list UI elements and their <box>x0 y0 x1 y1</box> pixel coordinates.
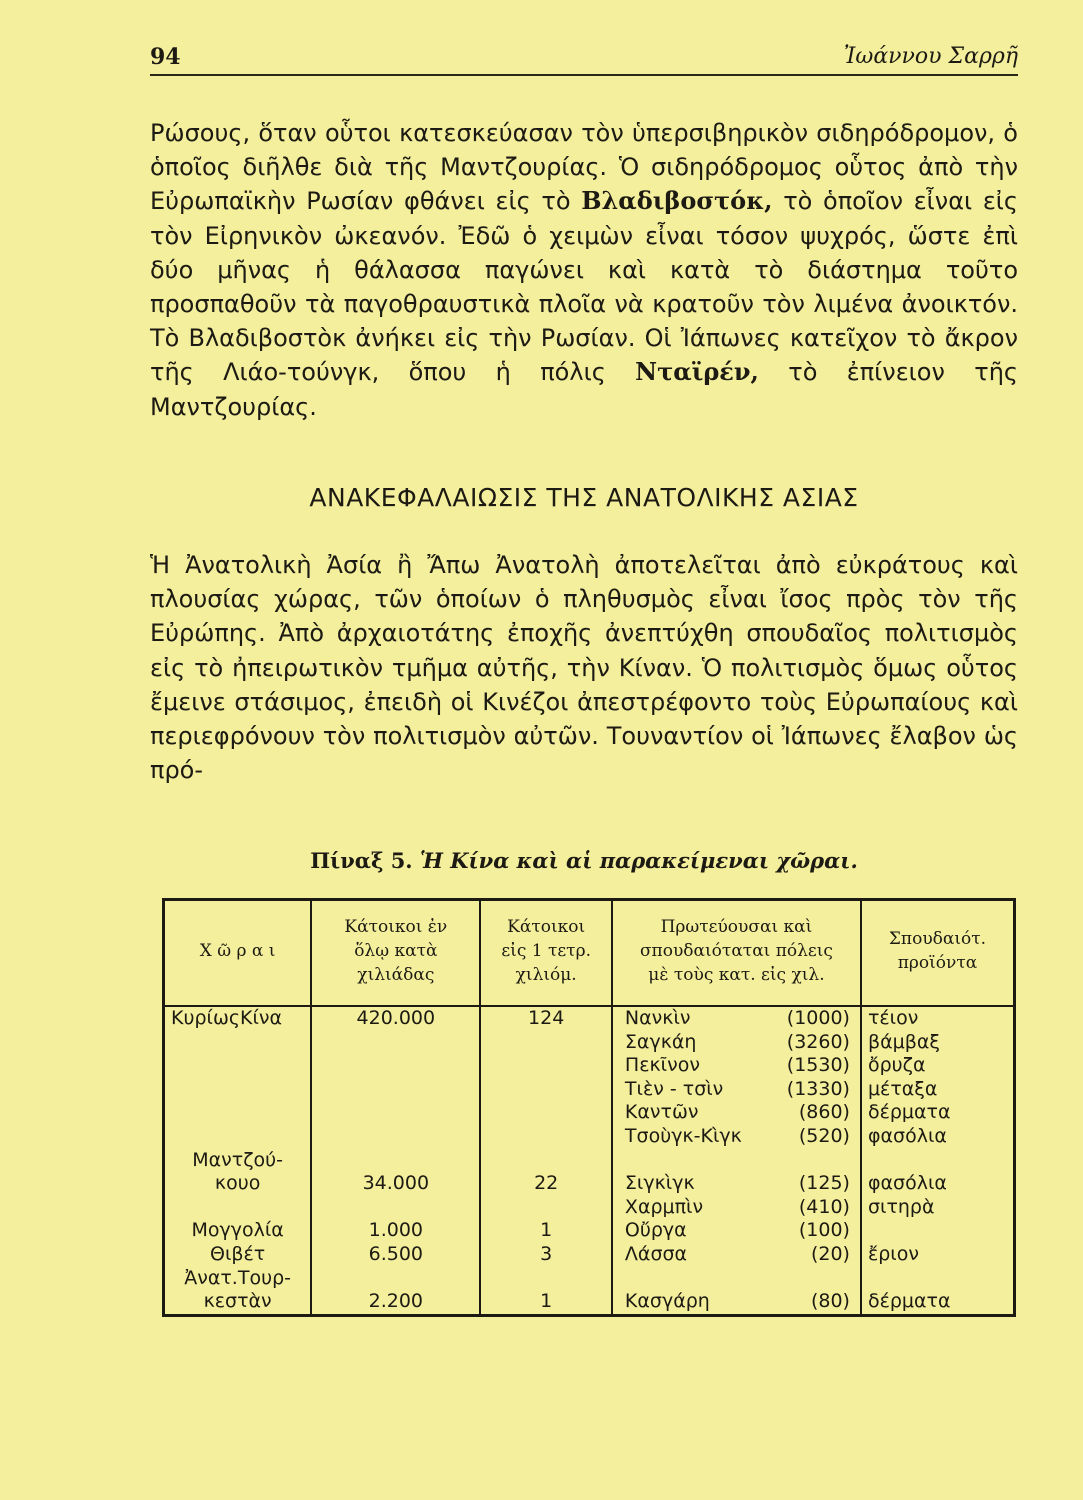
table-row <box>164 1101 1015 1125</box>
city-cell: Κασγάρη (80) <box>612 1267 861 1316</box>
product-cell: ἔριον <box>861 1243 1015 1267</box>
product-cell: μέταξα <box>861 1078 1015 1102</box>
country-cell: Μογγολία <box>191 1219 284 1242</box>
city-cell: Τσοὺγκ-Κὶγκ (520) <box>612 1125 861 1149</box>
paragraph-2: Ἡ Ἀνατολικὴ Ἀσία ἢ Ἄπω Ἀνατολὴ ἀποτελεῖται ἀπὸ εὐκράτους καὶ πλουσίας χώρας, τῶν ὁποίων ὁ πληθυσμὸς εἶναι ἴσος πρὸς τὸν τῆς Εὐρώπης. Ἀπὸ ἀρχαιοτάτης ἐποχῆς ἀνεπτύχθη σπουδαῖος πολιτισμὸς εἰς τὸ ἠπειρωτικὸν τμῆμα αὐτῆς, τὴν Κίναν. Ὁ πολιτισμὸς ὅμως οὗτος ἔμεινε στάσιμος, ἐπειδὴ οἱ Κινέζοι ἀπεστρέφοντο τοὺς Εὐρωπαίους καὶ περιεφρόνουν τὸν πολιτισμὸν αὐτῶν. Τουναντίον οἱ Ἰάπωνες ἔλαβον ὡς πρό- <box>150 551 1018 785</box>
header-population: Κάτοικοι ἐν ὅλῳ κατὰ χιλιάδας <box>311 900 480 1007</box>
header-countries: Χ ῶ ρ α ι <box>164 900 312 1007</box>
header-cities: Πρωτεύουσαι καὶ σπουδαιόταται πόλεις μὲ τοὺς κατ. εἰς χιλ. <box>612 900 861 1007</box>
product-cell: δέρματα <box>861 1101 1015 1125</box>
city-cell: Λάσσα (20) <box>612 1243 861 1267</box>
city-cell: Νανκὶν (1000) <box>612 1006 861 1031</box>
population-cell: 34.000 <box>311 1149 480 1196</box>
density-cell: 124 <box>480 1006 612 1031</box>
table-row <box>164 1243 1015 1267</box>
city-cell: Πεκῖνον (1530) <box>612 1054 861 1078</box>
header-products: Σπουδαιότ. προϊόντα <box>861 900 1015 1007</box>
paragraph-1 <box>150 116 1018 424</box>
product-cell: βάμβαξ <box>861 1031 1015 1055</box>
product-cell: δέρματα <box>861 1267 1015 1316</box>
population-cell: 420.000 <box>311 1006 480 1031</box>
population-cell: 6.500 <box>311 1243 480 1267</box>
population-cell: 1.000 <box>311 1219 480 1243</box>
city-cell: Οὔργα (100) <box>612 1219 861 1243</box>
table-caption-label: Πίναξ 5. <box>310 848 420 873</box>
product-cell: φασόλια <box>861 1149 1015 1196</box>
bold-term-vladivostok: Βλαδιβοστόκ, <box>581 186 773 216</box>
header-density: Κάτοικοι εἰς 1 τετρ. χιλιόμ. <box>480 900 612 1007</box>
bold-term-dairen: Νταϊρέν, <box>635 357 759 387</box>
city-cell: Σιγκὶγκ (125) <box>612 1149 861 1196</box>
city-cell: Χαρμπὶν (410) <box>612 1196 861 1220</box>
table-row <box>164 1149 1015 1196</box>
paragraph-1-text-c: τὸ ἐπίνειον τῆς Μαντζουρίας. <box>150 358 1019 421</box>
table-caption <box>150 848 1018 873</box>
density-cell: 1 <box>480 1219 612 1243</box>
page-number: 94 <box>150 44 181 70</box>
table-row <box>164 1267 1015 1316</box>
city-cell: Τιὲν - τσὶν (1330) <box>612 1078 861 1102</box>
paragraph-1-text-a: Ρώσους, ὅταν οὗτοι κατεσκεύασαν τὸν ὑπερσιβηρικὸν σιδηρόδρομον, ὁ ὁποῖος διῆλθε διὰ τῆς Μαντζουρίας. Ὁ σιδηρόδρομος οὗτος ἀπὸ τὴν Εὐρωπαϊκὴν Ρωσίαν φθάνει εἰς τὸ <box>150 119 1018 216</box>
countries-table <box>162 898 1016 1317</box>
country-cell: Μαντζού- κουο <box>192 1148 284 1195</box>
table-row <box>164 1031 1015 1055</box>
table-row <box>164 1125 1015 1149</box>
table-row <box>164 1196 1015 1220</box>
density-cell: 22 <box>480 1149 612 1196</box>
paragraph-1-text-b: τὸ ὁποῖον εἶναι εἰς τὸν Εἰρηνικὸν ὠκεανόν. Ἐδῶ ὁ χειμὼν εἶναι τόσον ψυχρός, ὥστε ἐπὶ δύο μῆνας ἡ θάλασσα παγώνει καὶ κατὰ τὸ διάστημα τοῦτο προσπαθοῦν τὰ παγοθραυστικὰ πλοῖα νὰ κρατοῦν τὸν λιμένα ἀνοικτόν. Τὸ Βλαδιβοστὸκ ἀνήκει εἰς τὴν Ρωσίαν. Οἱ Ἰάπωνες κατεῖχον τὸ ἄκρον τῆς Λιάο-τούνγκ, ὅπου ἡ πόλις <box>150 187 1019 387</box>
table-caption-title: Ἡ Κίνα καὶ αἱ παρακείμεναι χῶραι. <box>419 848 858 873</box>
table-row <box>164 1054 1015 1078</box>
page-header <box>150 40 1018 76</box>
section-title: ΑΝΑΚΕΦΑΛΑΙΩΣΙΣ ΤΗΣ ΑΝΑΤΟΛΙΚΗΣ ΑΣΙΑΣ <box>309 483 859 512</box>
table-header-row <box>164 900 1015 1007</box>
product-cell <box>861 1219 1015 1243</box>
density-cell: 3 <box>480 1243 612 1267</box>
product-cell: τέιον <box>861 1006 1015 1031</box>
product-cell: φασόλια <box>861 1125 1015 1149</box>
population-cell: 2.200 <box>311 1267 480 1316</box>
country-cell: Θιβέτ <box>210 1242 266 1265</box>
city-cell: Σαγκάη (3260) <box>612 1031 861 1055</box>
table-row <box>164 1219 1015 1243</box>
table-row <box>164 1078 1015 1102</box>
city-cell: Καντῶν (860) <box>612 1101 861 1125</box>
product-cell: ὄρυζα <box>861 1054 1015 1078</box>
country-cell: Ἀνατ.Τουρ- κεστὰν <box>184 1266 291 1313</box>
table-row <box>164 1006 1015 1031</box>
density-cell: 1 <box>480 1267 612 1316</box>
running-head: Ἰωάννου Σαρρῆ <box>843 44 1018 69</box>
product-cell: σιτηρὰ <box>861 1196 1015 1220</box>
country-cell: ΚυρίωςΚίνα <box>171 1007 283 1029</box>
